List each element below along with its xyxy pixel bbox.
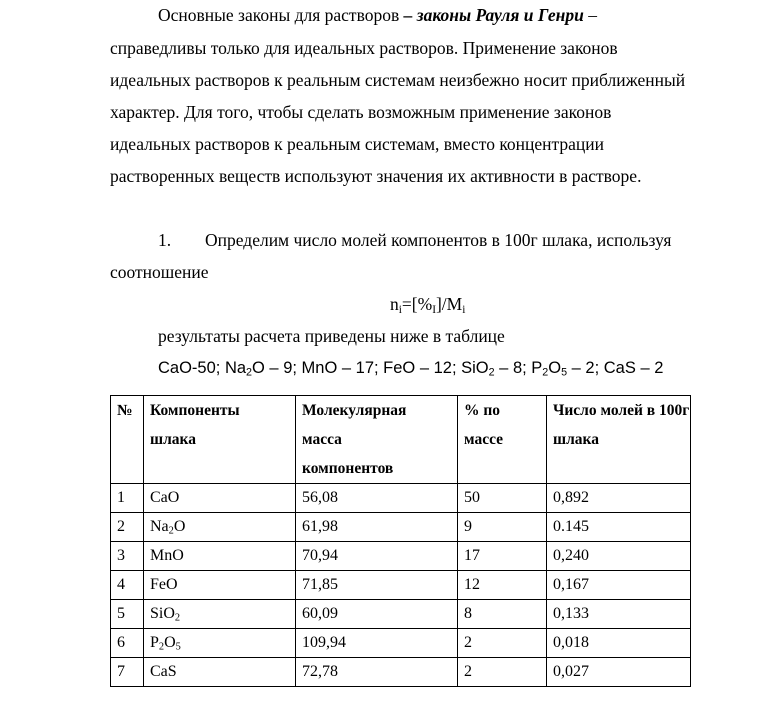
formula-part: ]/M: [435, 294, 463, 314]
formula: [390, 294, 465, 314]
cell-number: 4: [111, 571, 144, 600]
table-row: [111, 484, 691, 513]
cell-percent: 8: [458, 600, 547, 629]
formula-part: SiO: [150, 605, 175, 622]
cell-percent: 2: [458, 658, 547, 687]
formula-part: P: [150, 634, 159, 651]
composition-part: O – 9; MnO – 17; FeO – 12; SiO: [252, 359, 489, 377]
cell-percent: 17: [458, 542, 547, 571]
formula-sub: I: [432, 303, 436, 316]
formula-part: O: [173, 518, 186, 535]
header-molecular-mass: [296, 396, 458, 484]
cell-number: 1: [111, 484, 144, 513]
cell-percent: 2: [458, 629, 547, 658]
formula-part: =[%: [401, 294, 433, 314]
cell-mass: 72,78: [296, 658, 458, 687]
table-row: [111, 600, 691, 629]
table-row: [111, 571, 691, 600]
formula-sub: 2: [168, 525, 174, 537]
cell-percent: 50: [458, 484, 547, 513]
cell-moles: 0,018: [547, 629, 691, 658]
cell-number: 5: [111, 600, 144, 629]
cell-moles: 0,240: [547, 542, 691, 571]
text-span: Основные законы для растворов: [158, 5, 400, 25]
header-number: №: [111, 396, 144, 484]
composition-part: CaO-50; Na: [158, 359, 247, 377]
cell-component: [144, 513, 296, 542]
header-line: масса: [302, 431, 342, 448]
formula-sub: 2: [174, 612, 181, 624]
table-row: [111, 629, 691, 658]
table-row: [111, 658, 691, 687]
cell-moles: 0.145: [547, 513, 691, 542]
header-line: шлака: [553, 431, 599, 448]
cell-component: [144, 629, 296, 658]
composition-part: – 2; CaS – 2: [567, 359, 664, 377]
cell-moles: 0,027: [547, 658, 691, 687]
cell-moles: 0,167: [547, 571, 691, 600]
header-line: Число молей в 100г: [553, 402, 690, 419]
cell-number: 7: [111, 658, 144, 687]
header-line: массе: [464, 431, 504, 448]
header-line: компонентов: [302, 460, 394, 477]
cell-mass: 61,98: [296, 513, 458, 542]
composition-sub: 5: [561, 366, 568, 379]
composition-sub: 2: [488, 366, 495, 379]
formula-sub: 5: [175, 641, 181, 653]
header-line: % по: [464, 402, 501, 419]
header-components: [144, 396, 296, 484]
cell-component: MnO: [144, 542, 296, 571]
step-text-continued: соотношение: [110, 262, 209, 282]
formula-sub: i: [398, 303, 402, 316]
emphasis-laws: – законы Рауля и Генри: [399, 5, 584, 25]
paragraph-line-5: идеальных растворов к реальным системам, вместо концентрации: [110, 134, 605, 154]
table-header-row: [111, 396, 691, 484]
cell-moles: 0,892: [547, 484, 691, 513]
header-mass-percent: [458, 396, 547, 484]
formula-part: n: [390, 294, 399, 314]
composition-line: [158, 358, 663, 378]
table-row: [111, 513, 691, 542]
paragraph-line-6: растворенных веществ используют значения их активности в растворе.: [110, 166, 642, 186]
cell-component: [144, 600, 296, 629]
composition-part: O: [548, 359, 562, 377]
composition-part: – 8; P: [494, 359, 543, 377]
header-line: Компоненты: [150, 402, 240, 419]
formula-sub: 2: [158, 641, 165, 653]
cell-number: 3: [111, 542, 144, 571]
cell-component: FeO: [144, 571, 296, 600]
formula-sub: i: [462, 303, 466, 316]
cell-mass: 56,08: [296, 484, 458, 513]
results-caption: результаты расчета приведены ниже в таблице: [158, 326, 505, 346]
table-row: [111, 542, 691, 571]
cell-mass: 70,94: [296, 542, 458, 571]
cell-component: CaO: [144, 484, 296, 513]
paragraph-line-3: идеальных растворов к реальным системам неизбежно носит приближенный: [110, 70, 686, 90]
paragraph-line-4: характер. Для того, чтобы сделать возможным применение законов: [110, 102, 612, 122]
cell-number: 2: [111, 513, 144, 542]
cell-mass: 71,85: [296, 571, 458, 600]
cell-number: 6: [111, 629, 144, 658]
header-line: шлака: [150, 431, 196, 448]
cell-percent: 9: [458, 513, 547, 542]
paragraph-line-1: [158, 5, 597, 25]
paragraph-line-2: справедливы только для идеальных растворов. Применение законов: [110, 38, 618, 58]
header-line: Молекулярная: [302, 402, 407, 419]
text-span: –: [583, 5, 597, 25]
composition-sub: 2: [542, 366, 549, 379]
formula-part: Na: [150, 518, 169, 535]
cell-component: CaS: [144, 658, 296, 687]
cell-percent: 12: [458, 571, 547, 600]
step-text: Определим число молей компонентов в 100г шлака, используя: [205, 230, 672, 250]
header-moles: [547, 396, 691, 484]
list-number: 1.: [158, 230, 172, 250]
slag-components-table: [110, 395, 691, 687]
cell-mass: 109,94: [296, 629, 458, 658]
composition-sub: 2: [246, 366, 253, 379]
cell-mass: 60,09: [296, 600, 458, 629]
formula-part: O: [164, 634, 176, 651]
cell-moles: 0,133: [547, 600, 691, 629]
